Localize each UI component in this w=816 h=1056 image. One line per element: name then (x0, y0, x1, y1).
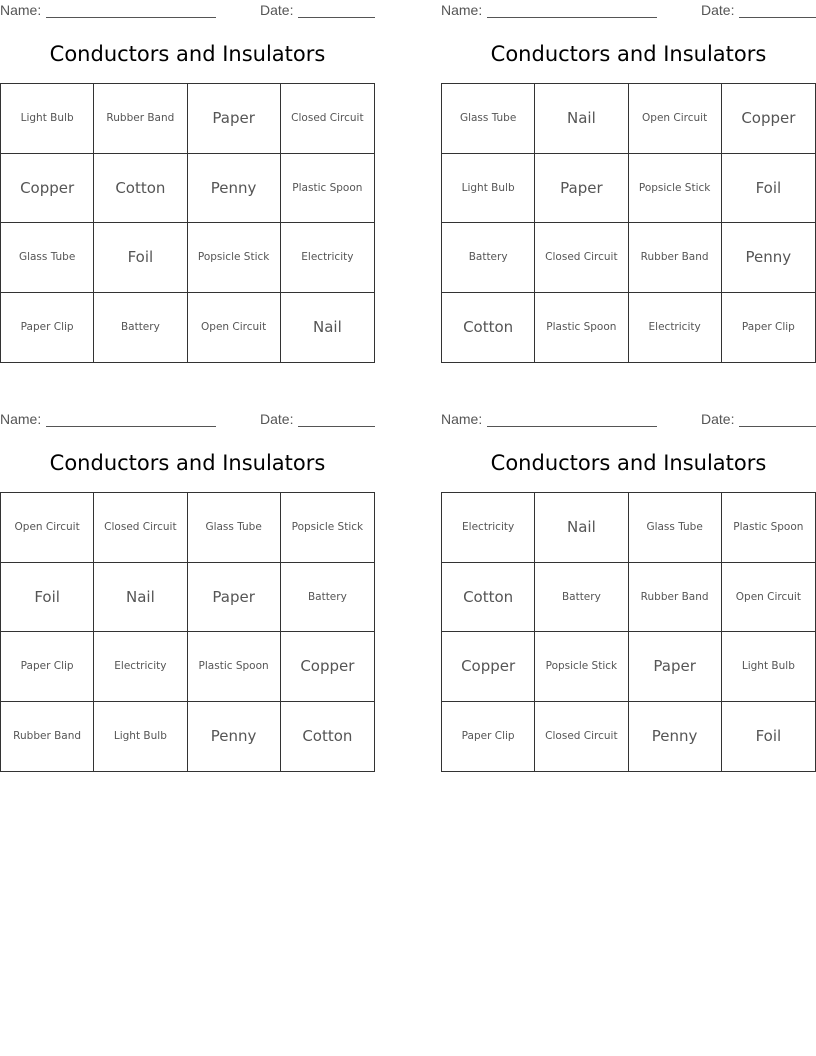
bingo-cell: Paper Clip (1, 293, 94, 363)
card-title: Conductors and Insulators (49, 451, 326, 475)
bingo-cell: Closed Circuit (94, 493, 187, 563)
bingo-cell: Paper (629, 632, 722, 702)
bingo-cell: Plastic Spoon (188, 632, 281, 702)
bingo-cell: Open Circuit (1, 493, 94, 563)
bingo-cell: Plastic Spoon (535, 293, 628, 363)
bingo-cell: Copper (442, 632, 535, 702)
date-label: Date: (260, 411, 294, 427)
bingo-cell: Paper (535, 154, 628, 224)
bingo-cell: Electricity (629, 293, 722, 363)
name-label: Name: (441, 2, 483, 18)
bingo-cell: Foil (722, 154, 815, 224)
bingo-cell: Open Circuit (722, 563, 815, 633)
name-line (46, 426, 216, 427)
bingo-cell: Paper Clip (741, 321, 795, 334)
bingo-cell: Penny (188, 154, 281, 224)
bingo-cell: Copper (1, 154, 94, 224)
bingo-cell: Closed Circuit (535, 223, 628, 293)
bingo-cell: Nail (94, 563, 187, 633)
bingo-cell: Penny (722, 223, 815, 293)
bingo-cell: Popsicle Stick (188, 223, 281, 293)
bingo-cell: Electricity (442, 493, 535, 563)
bingo-cell: Copper (722, 84, 815, 154)
date-line (298, 426, 375, 427)
name-label: Name: (441, 411, 483, 427)
bingo-cell: Light Bulb (442, 154, 535, 224)
bingo-cell: Battery (442, 223, 535, 293)
name-line (487, 17, 657, 18)
bingo-cell: Glass Tube (629, 493, 722, 563)
bingo-grid (441, 83, 816, 363)
bingo-cell: Cotton (94, 154, 187, 224)
bingo-cell: Paper (188, 563, 281, 633)
name-label: Name: (0, 2, 42, 18)
card-header (0, 411, 375, 429)
bingo-cell: Foil (1, 563, 94, 633)
card-title: Conductors and Insulators (490, 451, 767, 475)
date-line (739, 17, 816, 18)
bingo-cell: Battery (281, 563, 374, 633)
bingo-cell: Rubber Band (1, 702, 94, 772)
bingo-cell: Open Circuit (629, 84, 722, 154)
bingo-card-1 (0, 0, 375, 373)
bingo-cell: Glass Tube (1, 223, 94, 293)
bingo-cell: Nail (313, 318, 342, 337)
name-line (487, 426, 657, 427)
bingo-cell: Penny (188, 702, 281, 772)
bingo-cell: Battery (535, 563, 628, 633)
bingo-grid (441, 492, 816, 772)
bingo-cell: Nail (535, 493, 628, 563)
card-title: Conductors and Insulators (49, 42, 326, 66)
bingo-cell: Light Bulb (1, 84, 94, 154)
name-label: Name: (0, 411, 42, 427)
bingo-cell: Foil (755, 727, 782, 746)
bingo-cell: Closed Circuit (281, 84, 374, 154)
bingo-cell: Plastic Spoon (281, 154, 374, 224)
bingo-cell: Copper (281, 632, 374, 702)
date-label: Date: (701, 2, 735, 18)
bingo-cell: Cotton (442, 563, 535, 633)
bingo-cell: Plastic Spoon (722, 493, 815, 563)
bingo-cell: Popsicle Stick (629, 154, 722, 224)
bingo-cell: Nail (535, 84, 628, 154)
card-header (441, 411, 816, 429)
bingo-cell: Popsicle Stick (535, 632, 628, 702)
bingo-cell: Battery (94, 293, 187, 363)
bingo-cell: Light Bulb (722, 632, 815, 702)
bingo-cell: Cotton (442, 293, 535, 363)
date-line (298, 17, 375, 18)
bingo-cell: Rubber Band (629, 563, 722, 633)
bingo-cell: Rubber Band (94, 84, 187, 154)
card-header (0, 2, 375, 20)
bingo-grid (0, 492, 375, 772)
bingo-cell: Glass Tube (442, 84, 535, 154)
bingo-cell: Foil (94, 223, 187, 293)
card-header (441, 2, 816, 20)
bingo-cell: Rubber Band (629, 223, 722, 293)
bingo-cell: Electricity (281, 223, 374, 293)
card-title: Conductors and Insulators (490, 42, 767, 66)
bingo-cell: Cotton (302, 727, 353, 746)
bingo-cell: Electricity (94, 632, 187, 702)
bingo-cell: Penny (629, 702, 722, 772)
bingo-cell: Paper Clip (1, 632, 94, 702)
bingo-cell: Popsicle Stick (281, 493, 374, 563)
bingo-grid (0, 83, 375, 363)
bingo-card-2 (441, 0, 816, 373)
date-label: Date: (260, 2, 294, 18)
bingo-cell: Paper Clip (442, 702, 535, 772)
bingo-card-4 (441, 409, 816, 782)
bingo-cell: Closed Circuit (535, 702, 628, 772)
name-line (46, 17, 216, 18)
bingo-card-3 (0, 409, 375, 782)
bingo-cell: Paper (188, 84, 281, 154)
bingo-cell: Open Circuit (188, 293, 281, 363)
bingo-cell: Light Bulb (94, 702, 187, 772)
date-label: Date: (701, 411, 735, 427)
bingo-cell: Glass Tube (188, 493, 281, 563)
date-line (739, 426, 816, 427)
